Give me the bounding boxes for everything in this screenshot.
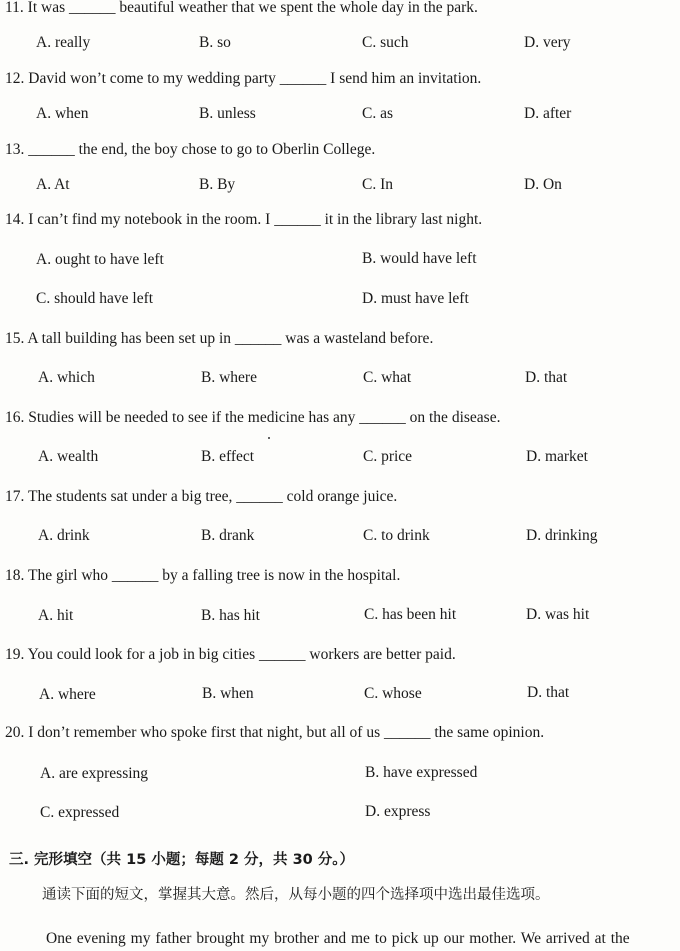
question-14-option-d: D. must have left — [362, 290, 469, 307]
question-12-option-d: D. after — [524, 105, 572, 122]
question-20-option-c: C. expressed — [40, 804, 120, 821]
question-11-stem: 11. It was ______ beautiful weather that we spent the whole day in the park. — [5, 0, 478, 16]
question-17-stem: 17. The students sat under a big tree, ______ cold orange juice. — [5, 488, 398, 505]
question-14-option-b: B. would have left — [362, 250, 477, 267]
question-18-option-d: D. was hit — [526, 606, 590, 623]
question-19-option-c: C. whose — [364, 685, 422, 702]
question-13-option-b: B. By — [199, 176, 236, 193]
question-18-option-b: B. has hit — [201, 607, 260, 624]
question-13-option-c: C. In — [362, 176, 393, 193]
question-16-option-b: B. effect — [201, 448, 255, 465]
question-12-stem: 12. David won’t come to my wedding party ______ I send him an invitation. — [5, 70, 482, 87]
question-18-stem: 18. The girl who ______ by a falling tree is now in the hospital. — [5, 567, 401, 584]
question-13-option-d: D. On — [524, 176, 562, 193]
question-18-option-c: C. has been hit — [364, 606, 457, 623]
question-14-option-a: A. ought to have left — [36, 251, 164, 268]
question-11-option-c: C. such — [362, 34, 409, 51]
question-11-option-d: D. very — [524, 34, 571, 51]
question-15-option-c: C. what — [363, 369, 412, 386]
question-19-option-b: B. when — [202, 685, 254, 702]
passage-first-line: One evening my father brought my brother and me to pick up our mother. We arrived at the — [46, 930, 630, 947]
question-19-stem: 19. You could look for a job in big cities ______ workers are better paid. — [5, 646, 456, 663]
question-16-option-c: C. price — [363, 448, 413, 465]
question-14-option-c: C. should have left — [36, 290, 154, 307]
question-19-option-d: D. that — [527, 684, 570, 701]
print-speck — [268, 437, 270, 439]
question-18-option-a: A. hit — [38, 607, 74, 624]
section-instruction: 通读下面的短文，掌握其大意。然后，从每小题的四个选择项中选出最佳选项。 — [42, 887, 550, 903]
question-15-option-d: D. that — [525, 369, 568, 386]
question-17-option-c: C. to drink — [363, 527, 430, 544]
question-12-option-c: C. as — [362, 105, 393, 122]
section-heading: 三. 完形填空（共 15 小题；每题 2 分，共 30 分。） — [9, 852, 355, 868]
question-15-stem: 15. A tall building has been set up in ______ was a wasteland before. — [5, 330, 434, 347]
question-13-option-a: A. At — [36, 176, 70, 193]
question-17-option-b: B. drank — [201, 527, 255, 544]
question-16-option-a: A. wealth — [38, 448, 99, 465]
question-11-option-a: A. really — [36, 34, 91, 51]
question-14-stem: 14. I can’t find my notebook in the room. I ______ it in the library last night. — [5, 211, 483, 228]
question-20-option-b: B. have expressed — [365, 764, 478, 781]
question-13-stem: 13. ______ the end, the boy chose to go to Oberlin College. — [5, 141, 376, 158]
question-16-option-d: D. market — [526, 448, 588, 465]
question-17-option-d: D. drinking — [526, 527, 598, 544]
question-12-option-a: A. when — [36, 105, 89, 122]
question-20-stem: 20. I don’t remember who spoke first that night, but all of us ______ the same opinion. — [5, 724, 545, 741]
question-15-option-a: A. which — [38, 369, 95, 386]
question-16-stem: 16. Studies will be needed to see if the medicine has any ______ on the disease. — [5, 409, 501, 426]
question-15-option-b: B. where — [201, 369, 257, 386]
question-20-option-d: D. express — [365, 803, 431, 820]
question-12-option-b: B. unless — [199, 105, 256, 122]
question-11-option-b: B. so — [199, 34, 231, 51]
question-20-option-a: A. are expressing — [40, 765, 149, 782]
question-19-option-a: A. where — [39, 686, 96, 703]
question-17-option-a: A. drink — [38, 527, 90, 544]
